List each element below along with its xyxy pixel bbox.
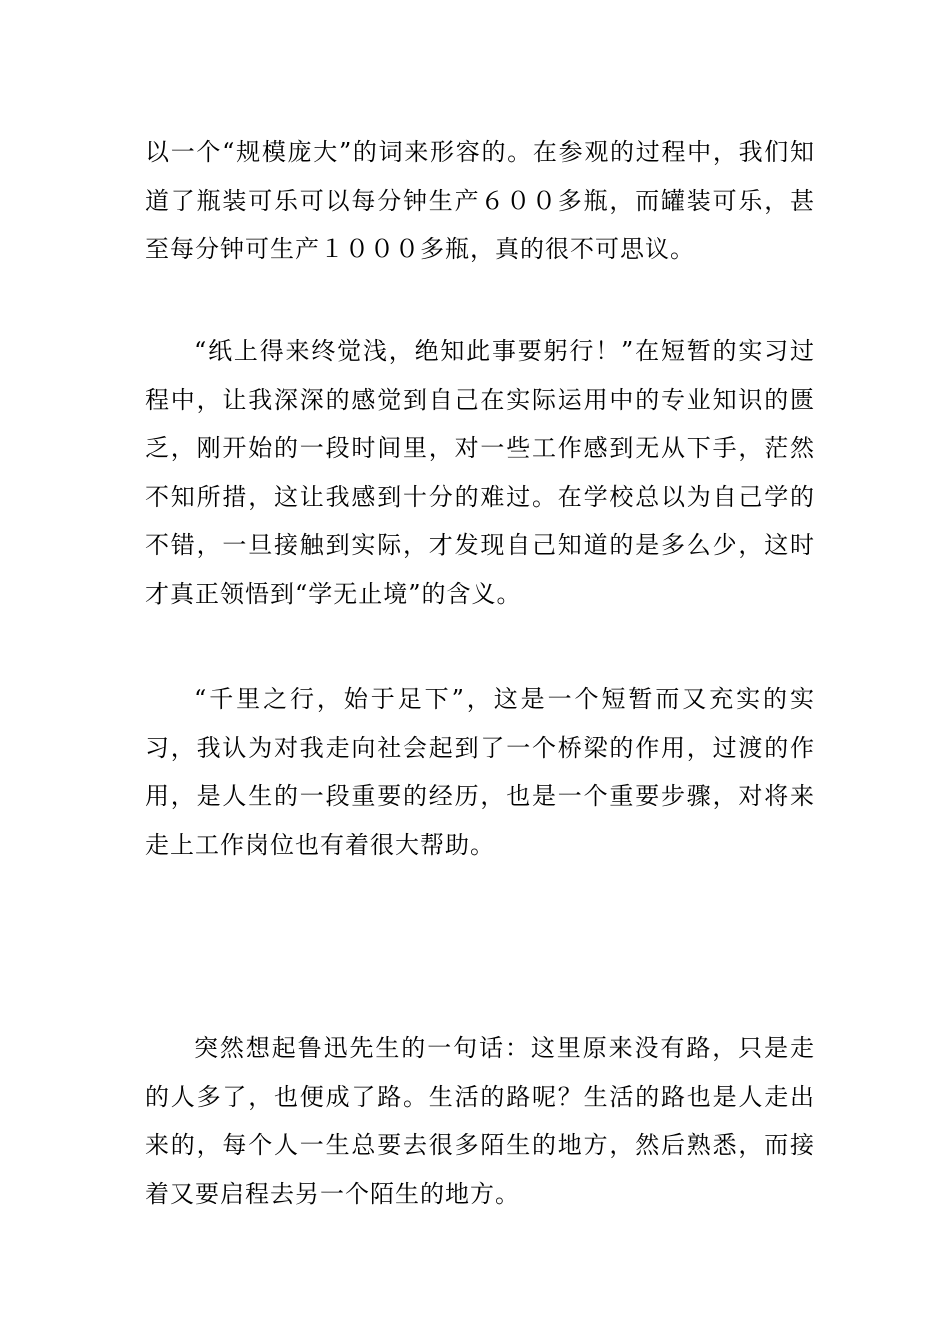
paragraph-2: “纸上得来终觉浅，绝知此事要躬行！”在短暂的实习过程中，让我深深的感觉到自己在实际运用中的专业知识的匮乏，刚开始的一段时间里，对一些工作感到无从下手，茫然不知所措，这让我感到十分的难过。在学校总以为自己学的不错，一旦接触到实际，才发现自己知道的是多么少，这时才真正领悟到“学无止境”的含义。 (145, 337, 815, 608)
paragraph-1: 以一个“规模庞大”的词来形容的。在参观的过程中，我们知道了瓶装可乐可以每分钟生产６００多瓶，而罐装可乐，甚至每分钟可生产１０００多瓶，真的很不可思议。 (145, 138, 815, 263)
paragraph-4: 突然想起鲁迅先生的一句话：这里原来没有路，只是走的人多了，也便成了路。生活的路呢？生活的路也是人走出来的，每个人一生总要去很多陌生的地方，然后熟悉，而接着又要启程去另一个陌生的地方。 (145, 1034, 815, 1208)
paragraph-3: “千里之行，始于足下”，这是一个短暂而又充实的实习，我认为对我走向社会起到了一个桥梁的作用，过渡的作用，是人生的一段重要的经历，也是一个重要步骤，对将来走上工作岗位也有着很大帮助。 (145, 685, 815, 859)
